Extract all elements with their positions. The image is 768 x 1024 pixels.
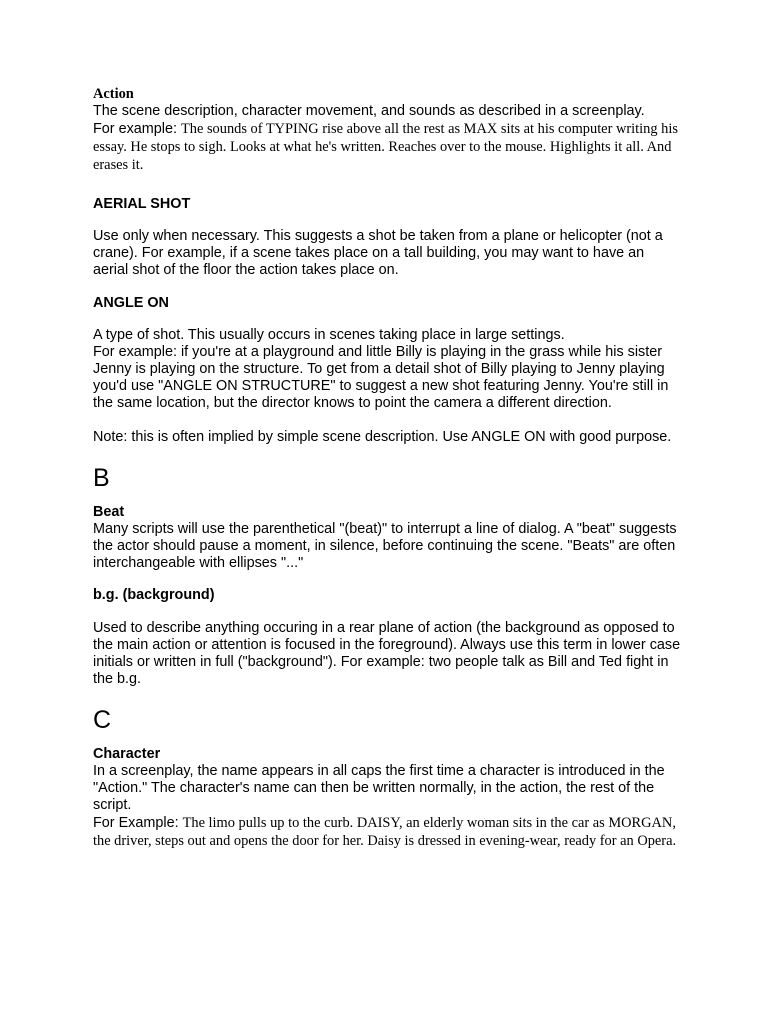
term-action-example [93, 120, 683, 174]
spacer [93, 446, 683, 463]
spacer [93, 174, 683, 196]
example-lead: For example: [93, 121, 181, 137]
spacer [93, 572, 683, 587]
term-aerial-shot-body: Use only when necessary. This suggests a shot be taken from a plane or helicopter (not a crane). For example, if a scene takes place on a tall building, you may want to have an aerial shot of the floor the action takes place on. [93, 228, 663, 278]
spacer [93, 279, 683, 295]
term-angle-on-body2: For example: if you're at a playground and little Billy is playing in the grass while his sister Jenny is playing on the structure. To get from a detail shot of Billy playing to Jenny playing you'd use "ANGLE ON STRUCTURE" to suggest a new shot featuring Jenny. You're still in the same location, but the director knows to point the camera a different direction. [93, 344, 669, 411]
term-angle-on-body1: A type of shot. This usually occurs in scenes taking place in large settings. [93, 327, 565, 343]
example-lead: For Example: [93, 815, 183, 831]
spacer [93, 688, 683, 705]
section-letter-c: C [93, 706, 112, 734]
term-bg-title: b.g. (background) [93, 587, 215, 603]
spacer [93, 493, 683, 504]
spacer [93, 213, 683, 228]
term-action-definition: The scene description, character movement, and sounds as described in a screenplay. [93, 103, 645, 119]
term-character-body: In a screenplay, the name appears in all caps the first time a character is introduced in the "Action." The character's name can then be written normally, in the action, the rest of the script. [93, 763, 665, 813]
section-letter-b: B [93, 464, 110, 492]
term-angle-on-note: Note: this is often implied by simple scene description. Use ANGLE ON with good purpose. [93, 429, 672, 445]
spacer [93, 312, 683, 327]
spacer [93, 735, 683, 746]
spacer [93, 604, 683, 620]
spacer [93, 412, 683, 429]
term-bg-body: Used to describe anything occuring in a rear plane of action (the background as opposed to the main action or attention is focused in the foreground). Always use this term in lower case initials or written in full ("background"). For example: two people talk as Bill and Ted fight in the b.g. [93, 620, 681, 687]
term-character-example [93, 814, 683, 850]
term-aerial-shot-title: AERIAL SHOT [93, 196, 191, 212]
term-beat-body: Many scripts will use the parenthetical "(beat)" to interrupt a line of dialog. A "beat" suggests the actor should pause a moment, in silence, before continuing the scene. "Beats" are often interchangeable with ellipses "..." [93, 521, 677, 571]
example-text: The limo pulls up to the curb. DAISY, an elderly woman sits in the car as MORGAN, the driver, steps out and opens the door for her. Daisy is dressed in evening-wear, ready for an Opera. [93, 815, 677, 849]
term-character-title: Character [93, 746, 161, 762]
term-angle-on-title: ANGLE ON [93, 295, 169, 311]
term-action-title: Action [93, 86, 134, 102]
term-beat-title: Beat [93, 504, 125, 520]
example-text: The sounds of TYPING rise above all the rest as MAX sits at his computer writing his essay. He stops to sigh. Looks at what he's written. Reaches over to the mouse. Highlights it all. And erases it. [93, 121, 678, 173]
glossary-page [93, 86, 683, 850]
